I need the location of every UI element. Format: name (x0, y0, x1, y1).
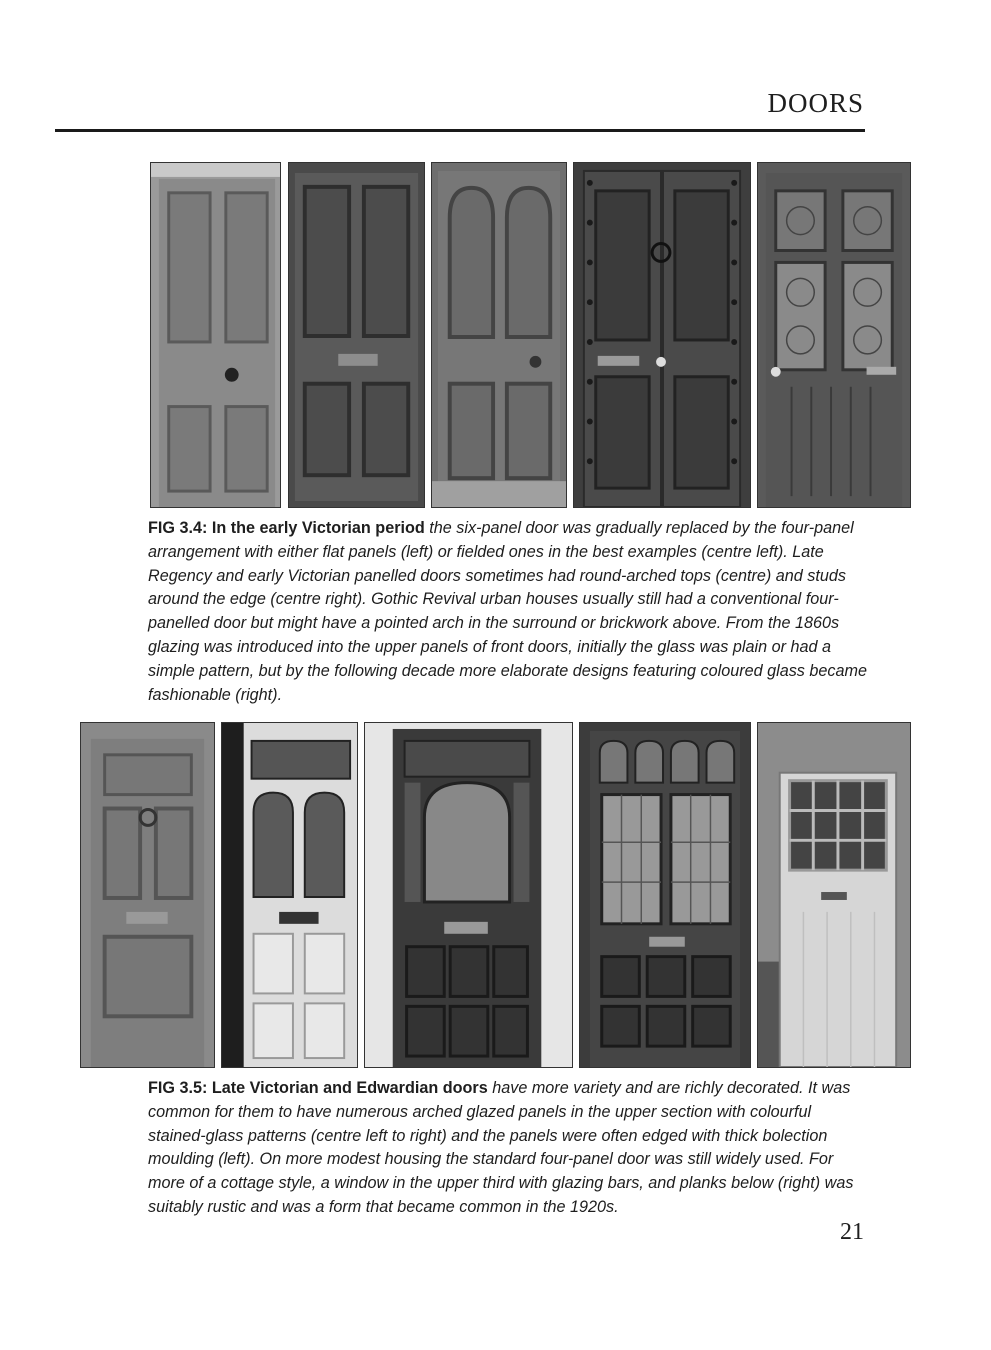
figure-3-4-label: FIG 3.4: (148, 519, 208, 537)
figure-3-5-caption (148, 1077, 873, 1220)
photo-flat-four-panel-door (150, 162, 281, 508)
photo-round-arched-panel-door (431, 162, 567, 508)
figure-3-5-label: FIG 3.5: (148, 1079, 208, 1097)
running-head: DOORS (767, 88, 864, 118)
photo-glazed-coloured-glass-door (757, 162, 911, 508)
figure-3-4-text: the six-panel door was gradually replaced by the four-panel arrangement with either flat panels (left) or fielded ones in the best examples (centre left). Late Regency and early Victorian panelled doors sometimes had round-arched tops (centre) and studs around the edge (centre right). Gothic Revival urban houses usually still had a conventional four-panelled door but might have a pointed arch in the surround or brickwork above. From the 1860s glazing was introduced into the upper panels of front doors, initially the glass was plain or had a simple pattern, but by the following decade more elaborate designs featuring coloured glass became fashionable (right). (148, 519, 867, 704)
photo-bolection-moulded-door (80, 722, 215, 1068)
figure-3-4-caption (148, 517, 868, 707)
photo-dark-arched-glazed-door (364, 722, 573, 1068)
photo-cottage-glazing-bar-door (757, 722, 911, 1068)
photo-fielded-four-panel-door (288, 162, 425, 508)
figure-3-5-lead: Late Victorian and Edwardian doors (211, 1079, 488, 1097)
photo-stained-glass-four-panel-door (579, 722, 751, 1068)
figure-3-5-text: have more variety and are richly decorated. It was common for them to have numerous arched glazed panels in the upper section with colourful stained-glass patterns (centre left to right) and the panels were often edged with thick bolection moulding (left). On more modest housing the standard four-panel door was still widely used. For more of a cottage style, a window in the upper third with glazing bars, and planks below (right) was suitably rustic and was a form that became common in the 1920s. (148, 1079, 854, 1216)
photo-studded-double-door (573, 162, 751, 508)
photo-white-arched-glazed-door (221, 722, 358, 1068)
figure-3-4-lead: In the early Victorian period (211, 519, 425, 537)
header-rule (55, 129, 865, 132)
page-number: 21 (840, 1219, 864, 1245)
